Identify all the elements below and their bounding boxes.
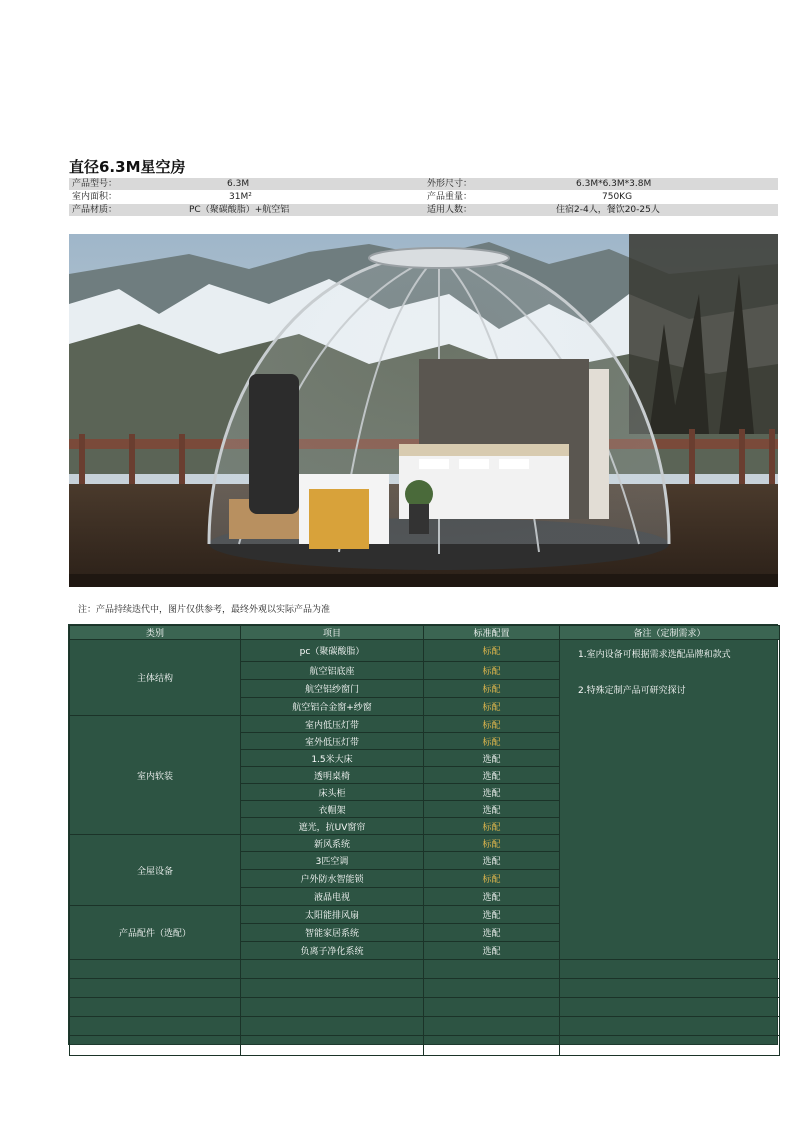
- config-cell: 选配: [424, 784, 560, 801]
- page-title: 直径6.3M星空房: [69, 158, 186, 176]
- config-cell: 选配: [424, 801, 560, 818]
- config-cell: 标配: [424, 640, 560, 662]
- category-cell: 主体结构: [70, 640, 241, 716]
- spec-row: [69, 204, 778, 216]
- item-cell: 智能家居系统: [241, 924, 424, 942]
- spec-label: 产品重量：: [427, 192, 473, 202]
- item-cell: 航空铝纱窗门: [241, 680, 424, 698]
- config-cell: 选配: [424, 852, 560, 870]
- config-cell: 选配: [424, 906, 560, 924]
- notes-cell: [560, 640, 780, 960]
- spec-value: 31M²: [229, 192, 252, 202]
- config-cell: 标配: [424, 662, 560, 680]
- config-cell: 标配: [424, 835, 560, 852]
- item-cell: 室外低压灯带: [241, 733, 424, 750]
- spec-label: 室内面积：: [72, 192, 118, 202]
- spec-value: 750KG: [602, 192, 633, 202]
- item-cell: 透明桌椅: [241, 767, 424, 784]
- category-cell: 室内软装: [70, 716, 241, 835]
- note-line: 2.特殊定制产品可研究探讨: [578, 686, 686, 696]
- disclaimer-note: 注：产品持续迭代中，图片仅供参考，最终外观以实际产品为准: [78, 605, 331, 615]
- item-cell: 太阳能排风扇: [241, 906, 424, 924]
- item-cell: 衣帽架: [241, 801, 424, 818]
- item-cell: 航空铝合金窗+纱窗: [241, 698, 424, 716]
- config-cell: 选配: [424, 942, 560, 960]
- config-cell: 选配: [424, 767, 560, 784]
- spec-label: 产品型号：: [72, 179, 118, 189]
- spec-label: 外形尺寸：: [427, 179, 473, 189]
- category-cell: 产品配件（选配）: [70, 906, 241, 960]
- config-table: [68, 624, 778, 1045]
- spec-row: [69, 191, 778, 203]
- empty-row: [70, 1017, 780, 1036]
- config-cell: 标配: [424, 716, 560, 733]
- item-cell: 遮光，抗UV窗帘: [241, 818, 424, 835]
- item-cell: 液晶电视: [241, 888, 424, 906]
- config-cell: 选配: [424, 750, 560, 767]
- spec-sheet: [69, 178, 778, 217]
- table-row: [70, 640, 780, 662]
- item-cell: 航空铝底座: [241, 662, 424, 680]
- config-cell: 标配: [424, 733, 560, 750]
- config-cell: 选配: [424, 888, 560, 906]
- spec-value: 6.3M: [227, 179, 250, 189]
- item-cell: 床头柜: [241, 784, 424, 801]
- spec-label: 适用人数：: [427, 205, 473, 215]
- item-cell: pc（聚碳酸脂）: [241, 640, 424, 662]
- spec-value: 住宿2-4人，餐饮20-25人: [556, 205, 660, 215]
- note-line: 1.室内设备可根据需求选配品牌和款式: [578, 650, 731, 660]
- header-category: 类别: [70, 626, 241, 640]
- spec-value: 6.3M*6.3M*3.8M: [576, 179, 652, 189]
- empty-row: [70, 979, 780, 998]
- spec-row: [69, 178, 778, 190]
- item-cell: 3匹空调: [241, 852, 424, 870]
- category-cell: 全屋设备: [70, 835, 241, 906]
- config-cell: 选配: [424, 924, 560, 942]
- header-config: 标准配置: [424, 626, 560, 640]
- header-item: 项目: [241, 626, 424, 640]
- empty-row: [70, 998, 780, 1017]
- dome-house-illustration: [69, 234, 778, 587]
- item-cell: 新风系统: [241, 835, 424, 852]
- item-cell: 负离子净化系统: [241, 942, 424, 960]
- spec-label: 产品材质：: [72, 205, 118, 215]
- config-cell: 标配: [424, 698, 560, 716]
- item-cell: 室内低压灯带: [241, 716, 424, 733]
- config-cell: 标配: [424, 818, 560, 835]
- spec-value: PC（聚碳酸脂）+航空铝: [189, 205, 290, 215]
- config-cell: 标配: [424, 870, 560, 888]
- item-cell: 1.5米大床: [241, 750, 424, 767]
- item-cell: 户外防水智能锁: [241, 870, 424, 888]
- product-photo: [69, 234, 778, 587]
- config-cell: 标配: [424, 680, 560, 698]
- header-notes: 备注（定制需求）: [560, 626, 780, 640]
- empty-row: [70, 1036, 780, 1056]
- empty-row: [70, 960, 780, 979]
